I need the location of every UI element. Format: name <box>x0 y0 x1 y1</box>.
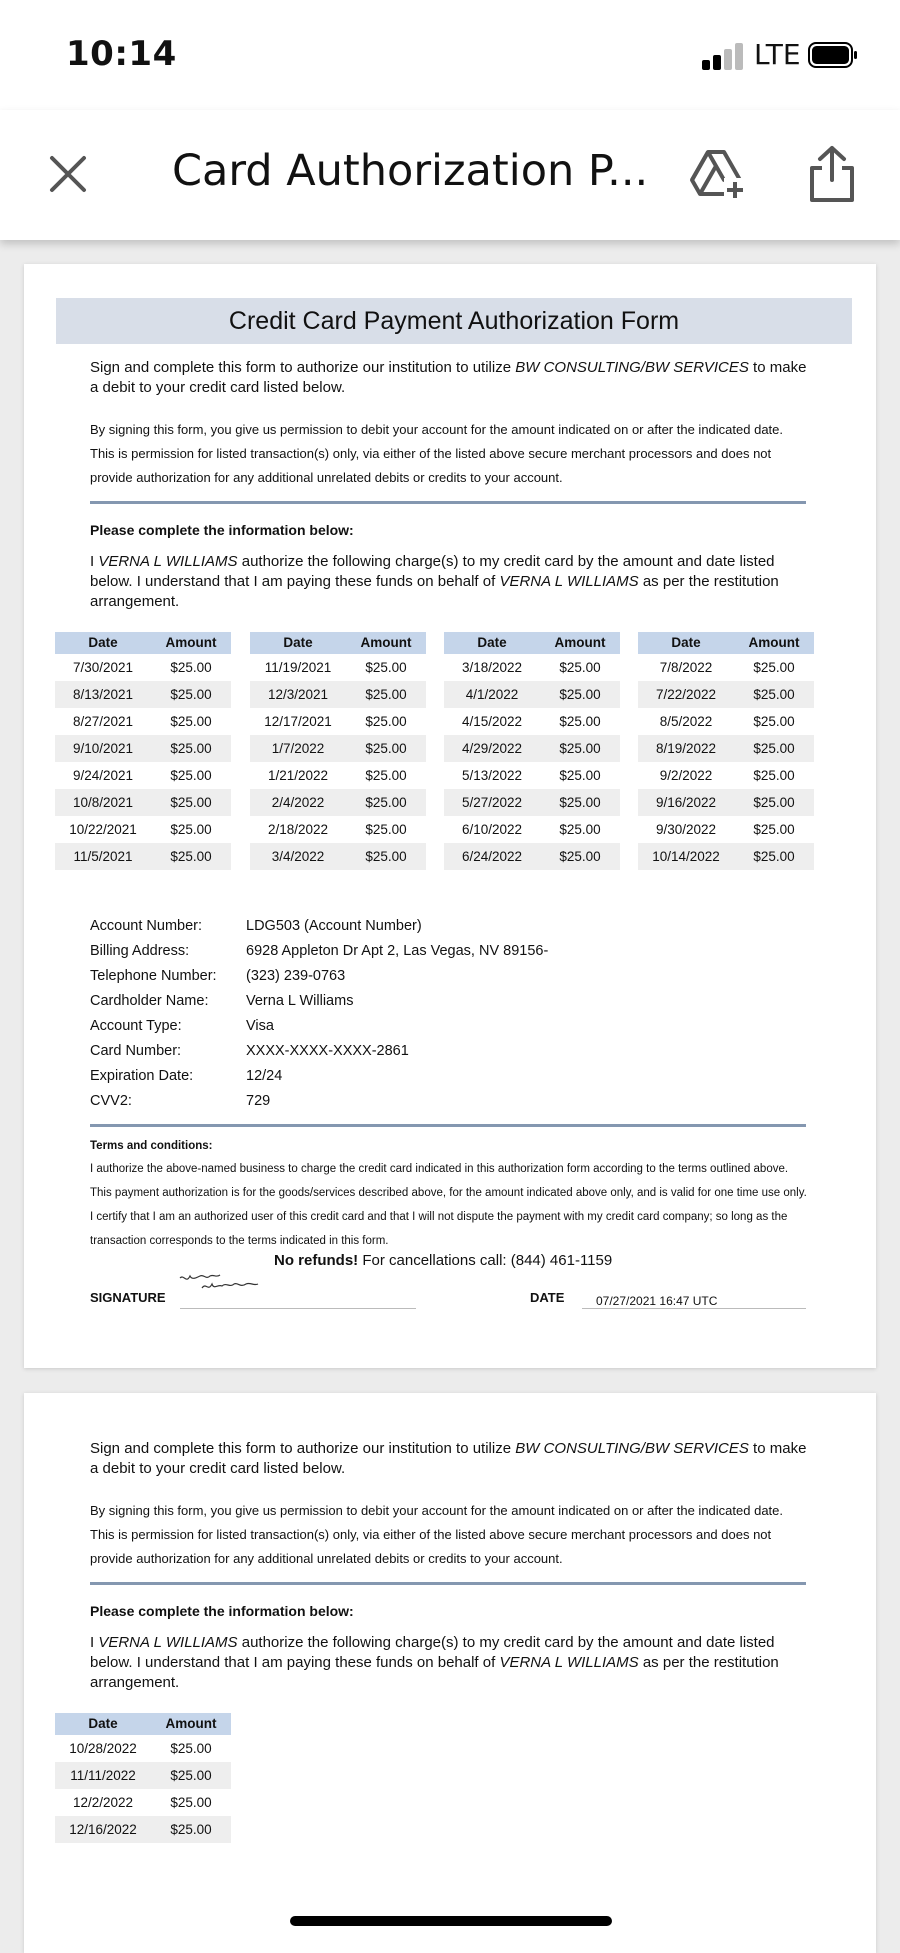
payment-date: 9/10/2021 <box>72 741 134 756</box>
account-value: XXXX-XXXX-XXXX-2861 <box>246 1043 409 1059</box>
payment-amount: $25.00 <box>365 714 407 729</box>
date-header: Date <box>671 635 701 650</box>
payment-date: 1/21/2022 <box>267 768 329 783</box>
account-label: Account Number: <box>90 918 203 934</box>
payment-date: 7/8/2022 <box>659 660 713 675</box>
viewer-toolbar <box>0 110 900 240</box>
intro-text-end: to make a debit to your credit card listed below. <box>90 1440 807 1477</box>
auth-text: I <box>90 1634 99 1651</box>
table-row <box>444 654 620 681</box>
payment-amount: $25.00 <box>170 1741 212 1756</box>
account-details <box>90 914 548 1114</box>
payment-date: 4/15/2022 <box>461 714 523 729</box>
table-row <box>55 762 231 789</box>
amount-header: Amount <box>748 635 800 650</box>
payment-amount: $25.00 <box>753 741 795 756</box>
payment-amount: $25.00 <box>559 795 601 810</box>
payment-date: 10/14/2022 <box>652 849 720 864</box>
payment-amount: $25.00 <box>170 795 212 810</box>
signature-line <box>180 1308 416 1309</box>
table-row <box>444 816 620 843</box>
payment-date: 5/13/2022 <box>461 768 523 783</box>
payer-name: VERNA L WILLIAMS <box>98 1634 238 1651</box>
payer-name-2: VERNA L WILLIAMS <box>499 1654 639 1671</box>
payment-amount: $25.00 <box>170 714 212 729</box>
account-row <box>90 989 548 1014</box>
account-value: LDG503 (Account Number) <box>246 918 422 934</box>
payment-table-4 <box>638 632 814 870</box>
payment-date: 10/28/2022 <box>69 1741 137 1756</box>
table-row <box>444 735 620 762</box>
table-header <box>638 632 814 654</box>
payment-amount: $25.00 <box>559 741 601 756</box>
table-header <box>250 632 426 654</box>
payment-date: 7/30/2021 <box>72 660 134 675</box>
table-row <box>55 735 231 762</box>
payment-amount: $25.00 <box>170 822 212 837</box>
payment-amount: $25.00 <box>753 849 795 864</box>
account-label: Telephone Number: <box>90 968 217 984</box>
payment-amount: $25.00 <box>170 741 212 756</box>
account-row <box>90 914 548 939</box>
payment-date: 9/24/2021 <box>72 768 134 783</box>
payment-amount: $25.00 <box>365 687 407 702</box>
table-row <box>638 789 814 816</box>
date-line <box>582 1308 806 1309</box>
table-row <box>444 681 620 708</box>
table-row <box>444 843 620 870</box>
account-row <box>90 1014 548 1039</box>
table-row <box>638 681 814 708</box>
payment-amount: $25.00 <box>170 849 212 864</box>
table-row <box>55 789 231 816</box>
table-row <box>55 1789 231 1816</box>
payment-date: 6/10/2022 <box>461 822 523 837</box>
payment-amount: $25.00 <box>559 822 601 837</box>
signature-label: SIGNATURE <box>90 1290 166 1305</box>
account-value: (323) 239-0763 <box>246 968 346 984</box>
payment-table-3 <box>444 632 620 870</box>
table-row <box>55 843 231 870</box>
table-row <box>55 681 231 708</box>
payment-date: 11/19/2021 <box>264 660 332 675</box>
table-row <box>55 708 231 735</box>
payment-amount: $25.00 <box>365 768 407 783</box>
table-row <box>638 762 814 789</box>
payment-amount: $25.00 <box>365 795 407 810</box>
authorization-paragraph <box>90 552 810 612</box>
payment-date: 2/4/2022 <box>271 795 325 810</box>
table-header <box>55 1713 231 1735</box>
payment-date: 3/18/2022 <box>461 660 523 675</box>
table-header <box>444 632 620 654</box>
payment-amount: $25.00 <box>365 741 407 756</box>
payment-amount: $25.00 <box>559 768 601 783</box>
table-row <box>250 735 426 762</box>
auth-text-end: as per the restitution arrangement. <box>90 1654 779 1691</box>
account-value: Visa <box>246 1018 274 1034</box>
add-to-drive-icon[interactable] <box>688 146 748 202</box>
terms-title: Terms and conditions: <box>90 1140 213 1152</box>
payment-date: 6/24/2022 <box>461 849 523 864</box>
payment-date: 10/22/2021 <box>69 822 137 837</box>
account-row <box>90 1064 548 1089</box>
date-header: Date <box>88 1716 118 1731</box>
table-row <box>250 708 426 735</box>
payment-amount: $25.00 <box>170 1822 212 1837</box>
payment-date: 8/19/2022 <box>655 741 717 756</box>
payment-date: 12/2/2022 <box>72 1795 134 1810</box>
payment-date: 12/3/2021 <box>267 687 329 702</box>
permission-paragraph: By signing this form, you give us permission to debit your account for the amount indicated on or after the indicated date. This is permission for listed transaction(s) only, via either of the listed above secure merchant processors and does not provide authorization for any additional unrelated debits or credits to your account. <box>90 1503 783 1566</box>
payment-amount: $25.00 <box>559 660 601 675</box>
auth-text-end: as per the restitution arrangement. <box>90 573 779 610</box>
payment-amount: $25.00 <box>365 660 407 675</box>
payment-amount: $25.00 <box>753 768 795 783</box>
account-row <box>90 939 548 964</box>
table-row <box>250 789 426 816</box>
table-row <box>638 816 814 843</box>
pdf-page-1 <box>24 264 876 1368</box>
business-name: BW CONSULTING/BW SERVICES <box>515 359 749 376</box>
table-row <box>638 654 814 681</box>
account-label: Billing Address: <box>90 943 190 959</box>
payment-amount: $25.00 <box>365 849 407 864</box>
payment-date: 3/4/2022 <box>271 849 325 864</box>
table-row <box>55 816 231 843</box>
table-header <box>55 632 231 654</box>
table-row <box>444 762 620 789</box>
payer-name-2: VERNA L WILLIAMS <box>499 573 639 590</box>
date-header: Date <box>477 635 507 650</box>
table-row <box>250 816 426 843</box>
complete-heading: Please complete the information below: <box>90 522 354 538</box>
divider <box>90 1124 806 1127</box>
payment-date: 8/5/2022 <box>659 714 713 729</box>
payment-amount: $25.00 <box>170 1795 212 1810</box>
account-label: CVV2: <box>90 1093 132 1109</box>
payment-amount: $25.00 <box>170 660 212 675</box>
table-row <box>638 843 814 870</box>
auth-text-middle: authorize the following charge(s) to my credit card by the amount and date listed below. I understand that I am paying these funds on behalf of <box>90 1634 775 1671</box>
payment-amount: $25.00 <box>170 687 212 702</box>
battery-icon <box>808 42 858 68</box>
payment-date: 8/13/2021 <box>72 687 134 702</box>
account-label: Card Number: <box>90 1043 182 1059</box>
payment-amount: $25.00 <box>753 714 795 729</box>
signature-image <box>176 1262 266 1296</box>
intro-paragraph <box>90 1439 810 1479</box>
intro-text: Sign and complete this form to authorize our institution to utilize <box>90 359 516 376</box>
payment-amount: $25.00 <box>559 714 601 729</box>
account-label: Cardholder Name: <box>90 993 209 1009</box>
status-bar <box>0 0 900 110</box>
network-type: LTE <box>754 38 801 71</box>
signal-icon <box>702 42 748 70</box>
payment-date: 7/22/2022 <box>655 687 717 702</box>
amount-header: Amount <box>165 635 217 650</box>
table-row <box>250 843 426 870</box>
table-row <box>250 654 426 681</box>
table-row <box>250 681 426 708</box>
no-refunds-notice <box>274 1252 612 1269</box>
account-row <box>90 1039 548 1064</box>
payment-date: 5/27/2022 <box>461 795 523 810</box>
table-row <box>638 735 814 762</box>
account-label: Account Type: <box>90 1018 182 1034</box>
intro-paragraph <box>90 358 810 398</box>
payment-table-5 <box>55 1713 231 1843</box>
table-row <box>55 1762 231 1789</box>
payment-amount: $25.00 <box>753 822 795 837</box>
intro-text-end: to make a debit to your credit card listed below. <box>90 359 807 396</box>
auth-text-middle: authorize the following charge(s) to my credit card by the amount and date listed below. I understand that I am paying these funds on behalf of <box>90 553 775 590</box>
home-indicator[interactable] <box>290 1916 612 1926</box>
amount-header: Amount <box>554 635 606 650</box>
share-icon[interactable] <box>804 144 860 204</box>
signature-date: 07/27/2021 16:47 UTC <box>596 1294 718 1308</box>
payment-date: 9/30/2022 <box>655 822 717 837</box>
date-header: Date <box>283 635 313 650</box>
payment-date: 11/5/2021 <box>73 849 133 864</box>
amount-header: Amount <box>165 1716 217 1731</box>
payment-amount: $25.00 <box>753 687 795 702</box>
payment-date: 12/17/2021 <box>264 714 332 729</box>
payment-amount: $25.00 <box>559 687 601 702</box>
terms-text: I authorize the above-named business to charge the credit card indicated in this authorization form according to the terms outlined above. This payment authorization is for the goods/services described above, for the amount indicated above only, and is valid for one time use only. I certify that I am an authorized user of this credit card and that I will not dispute the payment with my credit card company; so long as the transaction corresponds to the terms indicated in this form. <box>90 1163 807 1247</box>
intro-text: Sign and complete this form to authorize our institution to utilize <box>90 1440 516 1457</box>
payment-date: 9/2/2022 <box>659 768 713 783</box>
permission-paragraph: By signing this form, you give us permission to debit your account for the amount indicated on or after the indicated date. This is permission for listed transaction(s) only, via either of the listed above secure merchant processors and does not provide authorization for any additional unrelated debits or credits to your account. <box>90 422 783 485</box>
payment-amount: $25.00 <box>365 822 407 837</box>
payment-amount: $25.00 <box>559 849 601 864</box>
table-row <box>638 708 814 735</box>
account-row <box>90 964 548 989</box>
cancellation-phone: For cancellations call: (844) 461-1159 <box>358 1252 613 1269</box>
amount-header: Amount <box>360 635 412 650</box>
payment-date: 9/16/2022 <box>655 795 717 810</box>
divider <box>90 501 806 504</box>
payment-table-2 <box>250 632 426 870</box>
payment-date: 10/8/2021 <box>72 795 134 810</box>
account-value: Verna L Williams <box>246 993 354 1009</box>
account-value: 12/24 <box>246 1068 283 1084</box>
date-header: Date <box>88 635 118 650</box>
payment-amount: $25.00 <box>170 1768 212 1783</box>
payment-date: 8/27/2021 <box>72 714 134 729</box>
table-row <box>444 789 620 816</box>
payment-date: 2/18/2022 <box>267 822 329 837</box>
payment-date: 4/29/2022 <box>461 741 523 756</box>
status-time: 10:14 <box>66 34 177 74</box>
close-icon[interactable] <box>44 150 92 198</box>
account-value: 6928 Appleton Dr Apt 2, Las Vegas, NV 89156- <box>246 943 549 959</box>
payment-date: 4/1/2022 <box>465 687 519 702</box>
table-row <box>55 654 231 681</box>
table-row <box>250 762 426 789</box>
date-label: DATE <box>530 1290 565 1305</box>
payment-date: 1/7/2022 <box>271 741 325 756</box>
payment-amount: $25.00 <box>170 768 212 783</box>
payment-date: 11/11/2022 <box>70 1768 136 1783</box>
payment-date: 12/16/2022 <box>69 1822 137 1837</box>
payment-amount: $25.00 <box>753 660 795 675</box>
form-title: Credit Card Payment Authorization Form <box>56 298 852 344</box>
no-refunds-bold: No refunds! <box>274 1252 359 1269</box>
account-value: 729 <box>246 1093 271 1109</box>
account-row <box>90 1089 548 1114</box>
payment-amount: $25.00 <box>753 795 795 810</box>
authorization-paragraph <box>90 1633 810 1693</box>
complete-heading: Please complete the information below: <box>90 1603 354 1619</box>
table-row <box>55 1816 231 1843</box>
account-label: Expiration Date: <box>90 1068 194 1084</box>
table-row <box>55 1735 231 1762</box>
pdf-page-2 <box>24 1393 876 1953</box>
divider <box>90 1582 806 1585</box>
business-name: BW CONSULTING/BW SERVICES <box>515 1440 749 1457</box>
payment-table-1 <box>55 632 231 870</box>
table-row <box>444 708 620 735</box>
document-title: Card Authorization P... <box>172 146 649 196</box>
auth-text: I <box>90 553 99 570</box>
payer-name: VERNA L WILLIAMS <box>98 553 238 570</box>
